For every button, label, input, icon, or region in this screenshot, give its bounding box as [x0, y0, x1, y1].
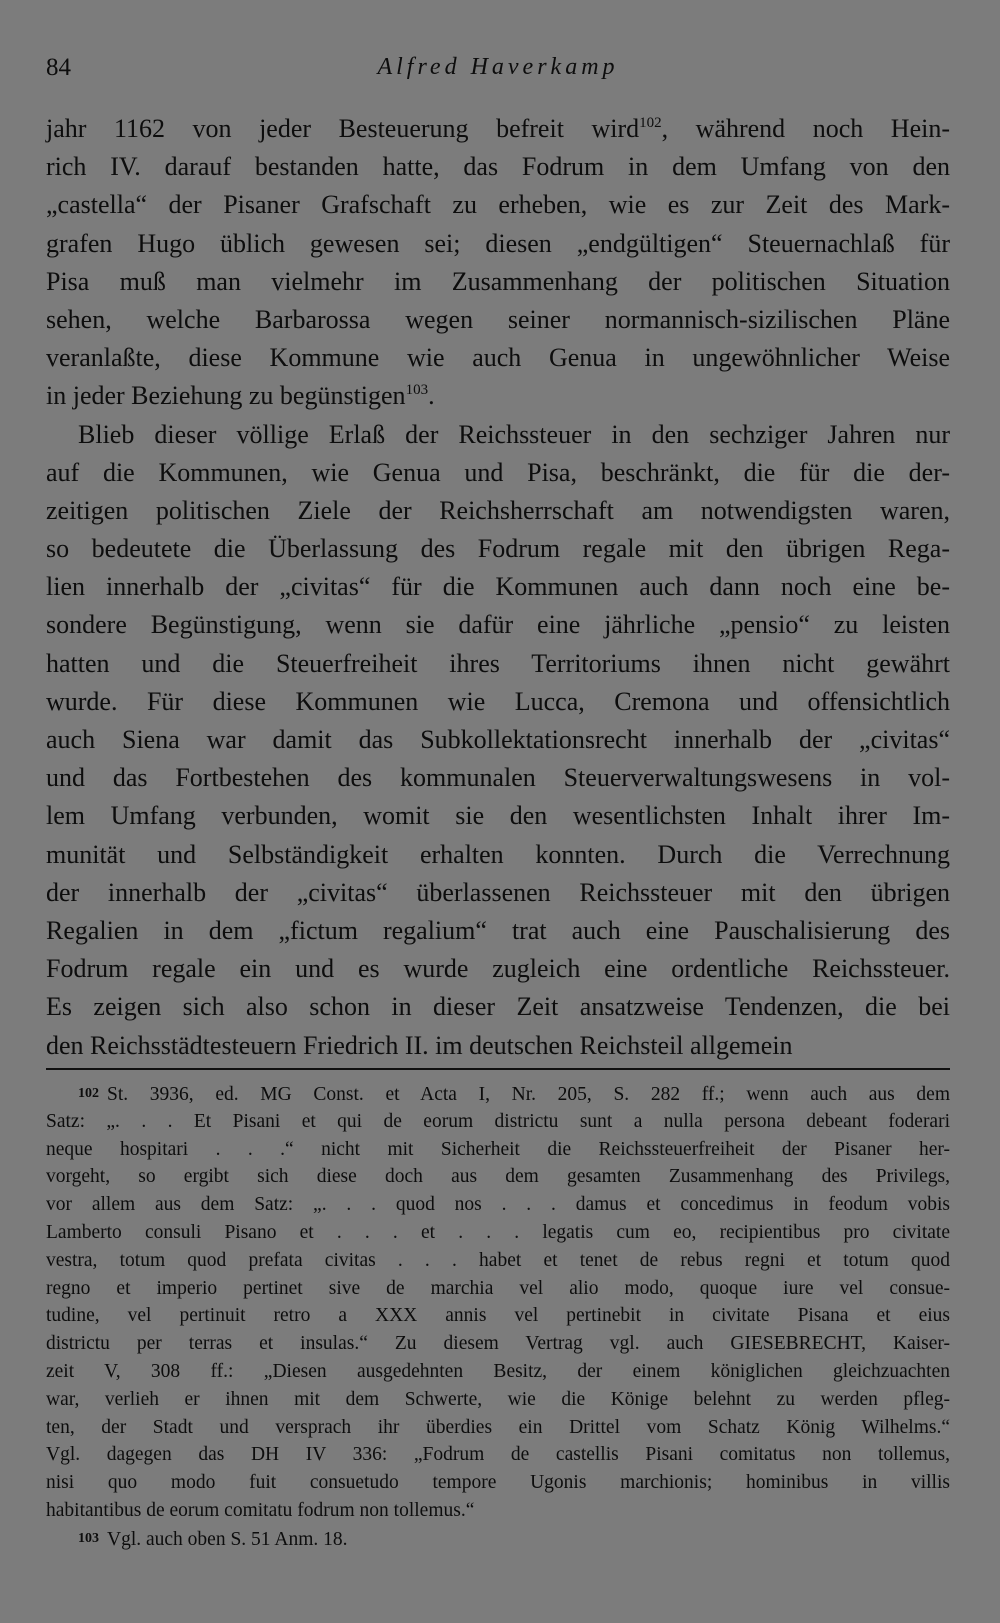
text-line — [46, 263, 950, 301]
text-line-content: den Reichsstädtesteuern Friedrich II. im deutschen Reichsteil allgemein — [46, 1030, 793, 1060]
text-line — [46, 148, 950, 186]
text-line-continuation: , während noch Hein- — [661, 114, 950, 143]
page-header — [46, 54, 950, 90]
text-line-content: rich IV. darauf bestanden hatte, das Fodrum in dem Umfang von den — [46, 152, 950, 182]
main-text — [46, 110, 950, 1065]
page-number: 84 — [46, 54, 71, 81]
text-line — [46, 492, 950, 530]
text-line-content: der innerhalb der „civitas“ überlassenen Reichssteuer mit den übrigen — [46, 877, 950, 907]
footnote-text: Lamberto consuli Pisano et . . . et . . . legatis cum eo, recipientibus pro civitate — [46, 1221, 950, 1243]
text-line — [46, 759, 950, 797]
text-line-content: hatten und die Steuerfreiheit ihres Territoriums ihnen nicht gewährt — [46, 648, 950, 678]
text-line — [46, 950, 950, 988]
footnote-text: neque hospitari . . .“ nicht mit Sicherheit die Reichssteuerfreiheit der Pisaner her- — [46, 1138, 950, 1160]
text-line-content: und das Fortbestehen des kommunalen Steuerverwaltungswesens in vol- — [46, 763, 950, 793]
text-line — [46, 912, 950, 950]
text-line — [46, 416, 950, 454]
footnote-text: vorgeht, so ergibt sich diese doch aus dem gesamten Zusammenhang des Privilegs, — [46, 1166, 950, 1188]
text-line — [46, 110, 950, 148]
running-title: Alfred Haverkamp — [377, 54, 619, 80]
footnote-line — [46, 1108, 950, 1136]
text-line-content: lem Umfang verbunden, womit sie den wesentlichsten Inhalt ihrer Im- — [46, 801, 950, 831]
text-line-content: wurde. Für diese Kommunen wie Lucca, Cremona und offensichtlich — [46, 686, 950, 716]
footnote-text: nisi quo modo fuit consuetudo tempore Ugonis marchionis; hominibus in villis — [46, 1472, 950, 1494]
text-line-content: munität und Selbständigkeit erhalten konnten. Durch die Verrechnung — [46, 839, 950, 869]
footnote-text: zeit V, 308 ff.: „Diesen ausgedehnten Besitz, der einem königlichen gleichzuachten — [46, 1360, 950, 1382]
text-line — [46, 301, 950, 339]
footnote-line — [46, 1441, 950, 1469]
text-line-content: so bedeutete die Überlassung des Fodrum regale mit den übrigen Rega- — [46, 534, 950, 564]
footnote-number: 103 — [78, 1530, 99, 1546]
footnote-line — [46, 1497, 950, 1525]
footnote-line — [46, 1414, 950, 1442]
footnote-text: St. 3936, ed. MG Const. et Acta I, Nr. 205, S. 282 ff.; wenn auch aus dem — [107, 1084, 950, 1105]
text-line — [46, 530, 950, 568]
text-line-content: Es zeigen sich also schon in dieser Zeit ansatzweise Tendenzen, die bei — [46, 992, 950, 1022]
footnote-text: vestra, totum quod prefata civitas . . . habet et tenet de rebus regni et totum quod — [46, 1249, 950, 1271]
text-line-content: Fodrum regale ein und es wurde zugleich eine ordentliche Reichssteuer. — [46, 954, 950, 984]
footnote-reference: 102 — [639, 115, 662, 131]
footnote-reference: 103 — [405, 382, 429, 399]
text-line-content: zeitigen politischen Ziele der Reichsherrschaft am notwendigsten waren, — [46, 495, 950, 525]
text-line-content: lien innerhalb der „civitas“ für die Kommunen auch dann noch eine be- — [46, 572, 950, 602]
footnote-text: vor allem aus dem Satz: „. . . quod nos . . . damus et concedimus in feodum vobis — [46, 1194, 950, 1216]
footnote-line — [46, 1219, 950, 1247]
footnote-line — [46, 1469, 950, 1497]
footnote-line — [46, 1247, 950, 1275]
text-line — [46, 1027, 950, 1065]
text-line — [46, 339, 950, 377]
text-line — [46, 988, 950, 1026]
text-line — [46, 721, 950, 759]
text-line-content: grafen Hugo üblich gewesen sei; diesen „endgültigen“ Steuernachlaß für — [46, 228, 950, 258]
text-line — [46, 645, 950, 683]
footnote-line — [46, 1136, 950, 1164]
text-line-content: auf die Kommunen, wie Genua und Pisa, beschränkt, die für die der- — [46, 457, 950, 487]
footnote-line — [46, 1358, 950, 1386]
text-line-continuation: . — [428, 381, 435, 411]
footnote-text: districtu per terras et insulas.“ Zu diesem Vertrag vgl. auch GIESEBRECHT, Kaiser- — [46, 1333, 950, 1355]
text-line-content: jahr 1162 von jeder Besteuerung befreit wird — [46, 114, 640, 143]
text-line-content: sondere Begünstigung, wenn sie dafür eine jährliche „pensio“ zu leisten — [46, 610, 950, 640]
footnote-text: Vgl. auch oben S. 51 Anm. 18. — [107, 1528, 348, 1550]
text-line-content: „castella“ der Pisaner Grafschaft zu erheben, wie es zur Zeit des Mark- — [46, 190, 950, 220]
text-line — [46, 568, 950, 606]
footnote-text: regno et imperio pertinet sive de marchia vel alio modo, quoque iure vel consue- — [46, 1277, 950, 1299]
footnote-line — [46, 1191, 950, 1219]
footnote-line — [46, 1525, 950, 1553]
footnote-line — [46, 1330, 950, 1358]
text-line-content: Pisa muß man vielmehr im Zusammenhang der politischen Situation — [46, 266, 950, 296]
footnote-text: Vgl. dagegen das DH IV 336: „Fodrum de castellis Pisani comitatus non tollemus, — [46, 1444, 950, 1466]
footnote-text: habitantibus de eorum comitatu fodrum non tollemus.“ — [46, 1499, 475, 1521]
footnote-number: 102 — [78, 1086, 99, 1101]
text-line-content: Regalien in dem „fictum regalium“ trat auch eine Pauschalisierung des — [46, 915, 950, 945]
text-line-content: Blieb dieser völlige Erlaß der Reichssteuer in den sechziger Jahren nur — [78, 419, 950, 449]
footnote-line — [46, 1275, 950, 1303]
text-line-content: in jeder Beziehung zu begünstigen — [46, 381, 406, 411]
footnote-text: tudine, vel pertinuit retro a XXX annis vel pertinebit in civitate Pisana et eius — [46, 1305, 950, 1327]
text-line — [46, 683, 950, 721]
footnote-text: Satz: „. . . Et Pisani et qui de eorum districtu sunt a nulla persona debeant foderari — [46, 1110, 950, 1132]
text-line — [46, 225, 950, 263]
footnote-text: ten, der Stadt und versprach ihr überdies ein Drittel vom Schatz König Wilhelms.“ — [46, 1416, 950, 1438]
text-line-content: sehen, welche Barbarossa wegen seiner normannisch-sizilischen Pläne — [46, 304, 950, 334]
text-line — [46, 797, 950, 835]
footnote-text: war, verlieh er ihnen mit dem Schwerte, wie die Könige belehnt zu werden pfleg- — [46, 1388, 950, 1410]
text-line — [46, 454, 950, 492]
footnote-line — [46, 1080, 950, 1108]
text-line — [46, 606, 950, 644]
footnotes — [46, 1080, 950, 1553]
footnote-separator — [46, 1068, 950, 1070]
text-line-content: auch Siena war damit das Subkollektationsrecht innerhalb der „civitas“ — [46, 725, 950, 754]
text-line — [46, 874, 950, 912]
footnote-line — [46, 1163, 950, 1191]
text-line — [46, 377, 950, 415]
footnote-line — [46, 1302, 950, 1330]
footnote-line — [46, 1386, 950, 1414]
text-line — [46, 186, 950, 224]
text-line — [46, 836, 950, 874]
text-line-content: veranlaßte, diese Kommune wie auch Genua in ungewöhnlicher Weise — [46, 343, 950, 373]
